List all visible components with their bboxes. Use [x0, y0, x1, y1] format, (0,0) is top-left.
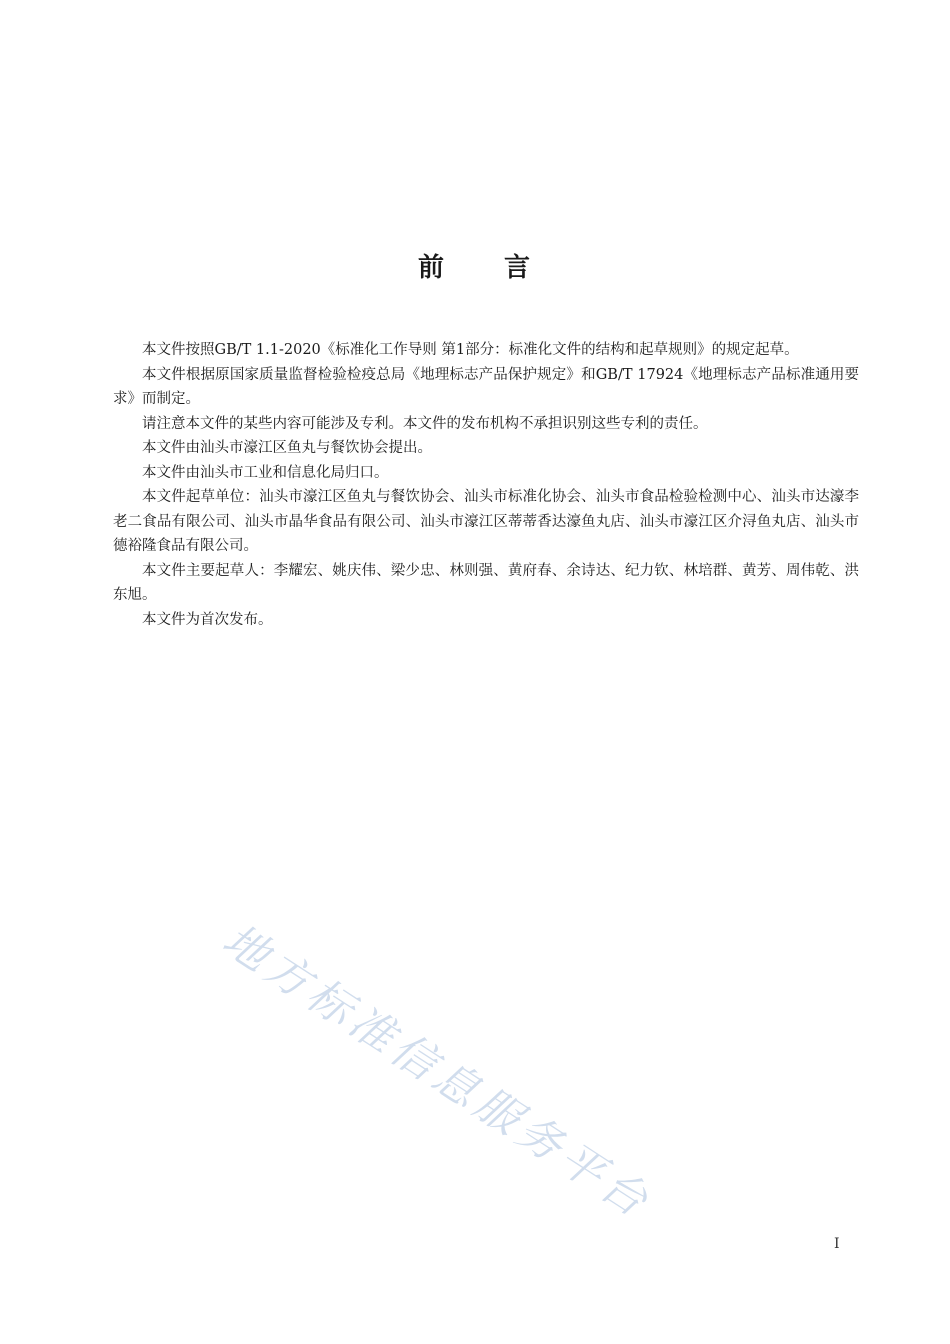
paragraph-patent-notice: 请注意本文件的某些内容可能涉及专利。本文件的发布机构不承担识别这些专利的责任。	[142, 415, 708, 432]
paragraph-first-release: 本文件为首次发布。	[142, 611, 273, 628]
paragraph-proposer: 本文件由汕头市濠江区鱼丸与餐饮协会提出。	[142, 440, 432, 456]
paragraph-drafters: 本文件主要起草人：李耀宏、姚庆伟、梁少忠、林则强、黄府春、余诗达、纪力钦、林培群、黄芳、周伟乾、洪东旭。	[113, 562, 859, 603]
paragraph-drafting-units: 本文件起草单位：汕头市濠江区鱼丸与餐饮协会、汕头市标准化协会、汕头市食品检验检测中心、汕头市达濠李老二食品有限公司、汕头市晶华食品有限公司、汕头市濠江区蒂蒂香达濠鱼丸店、汕头市濠江区介浔鱼丸店、汕头市德裕隆食品有限公司。	[113, 489, 859, 554]
paragraph-drafting-rules: 本文件按照GB/T 1.1-2020《标准化工作导则 第1部分：标准化文件的结构和起草规则》的规定起草。	[142, 342, 799, 358]
title-char-2: 言	[504, 253, 533, 283]
watermark: 地方标准信息服务平台	[213, 914, 661, 1230]
foreword-body	[113, 338, 859, 632]
paragraph-basis: 本文件根据原国家质量监督检验检疫总局《地理标志产品保护规定》和GB/T 17924《地理标志产品标准通用要求》而制定。	[113, 366, 859, 407]
page-number: I	[834, 1236, 840, 1252]
title-char-1: 前	[417, 253, 446, 283]
page-title	[0, 250, 950, 286]
paragraph-administrator: 本文件由汕头市工业和信息化局归口。	[142, 464, 389, 481]
